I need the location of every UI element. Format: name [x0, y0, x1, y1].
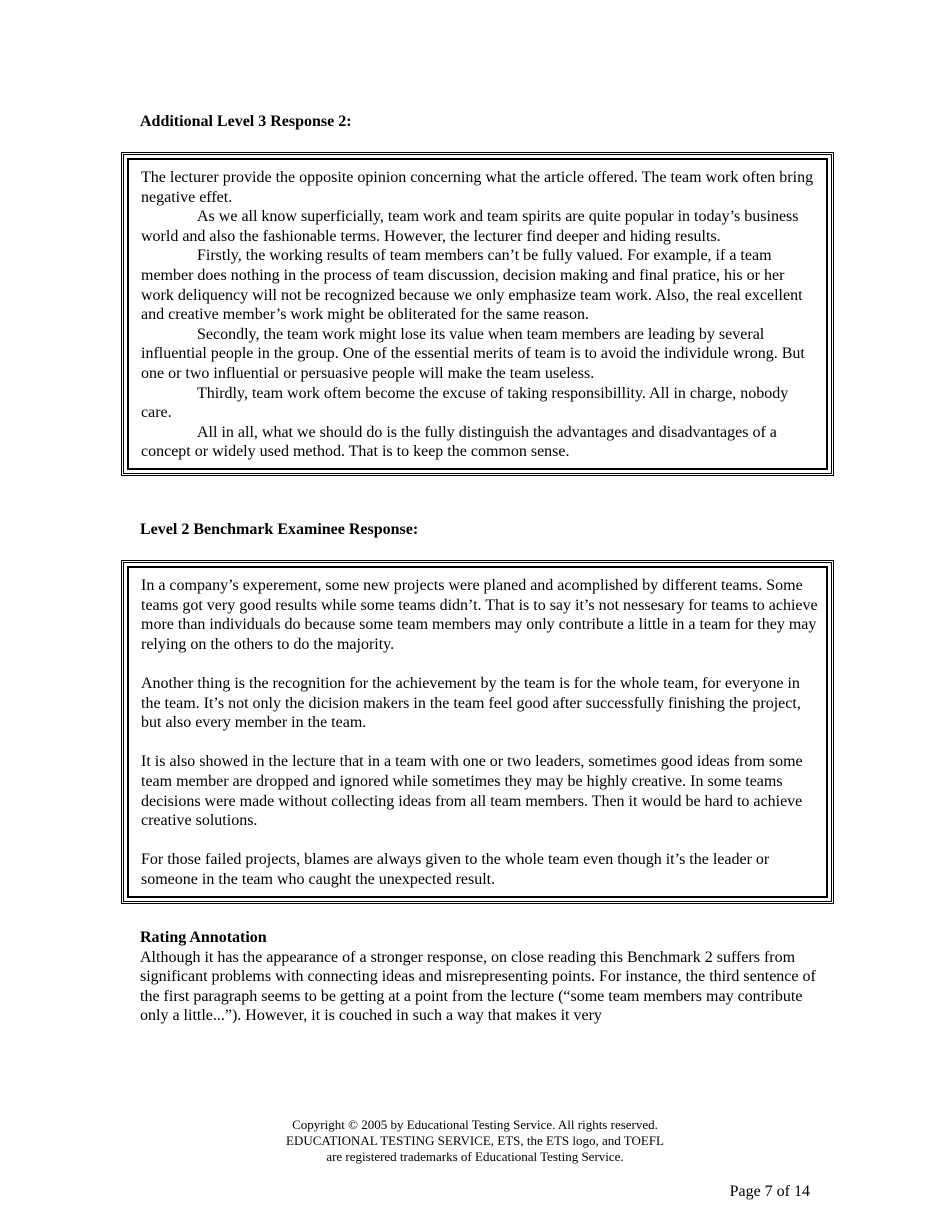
response-paragraph: For those failed projects, blames are always given to the whole team even though it’s the leader or someone in the team who caught the unexpected result. — [141, 851, 770, 888]
rating-text: Although it has the appearance of a stronger response, on close reading this Benchmark 2 suffers from significant problems with connecting ideas and misrepresenting points. For instance, the third sentence of the first paragraph seems to be getting at a point from the lecture (“some team members may contribute only a little...”). However, it is couched in such a way that makes it very — [140, 948, 816, 1025]
response-paragraph: Secondly, the team work might lose its value when team members are leading by several influential people in the group. One of the essential merits of team is to avoid the individule wrong. But one or two influential or persuasive people will make the team useless. — [141, 325, 805, 382]
response-box-level3 — [121, 152, 834, 476]
rating-title: Rating Annotation — [140, 929, 267, 946]
response-paragraph: Thirdly, team work oftem become the excuse of taking responsibillity. All in charge, nobody care. — [141, 384, 789, 422]
footer-line: Copyright © 2005 by Educational Testing Service. All rights reserved. — [292, 1117, 658, 1132]
response-paragraph: In a company’s experement, some new projects were planed and acomplished by different teams. Some teams got very good results while some teams didn’t. That is to say it’s not nessesary for teams to achieve more than individuals do because some team members may only contribute a little in a team for they may relying on the others to do the majority. — [141, 577, 818, 653]
response-paragraph: The lecturer provide the opposite opinion concerning what the article offered. The team work often bring negative effet. — [141, 169, 814, 206]
response-text-level3 — [127, 158, 828, 470]
page-number: Page 7 of 14 — [729, 1183, 810, 1200]
response-box-level2 — [121, 560, 834, 904]
section2-heading: Level 2 Benchmark Examinee Response: — [140, 521, 419, 538]
response-text-level2 — [127, 566, 828, 898]
response-paragraph: It is also showed in the lecture that in a team with one or two leaders, sometimes good ideas from some team member are dropped and ignored while sometimes they may be highly creative. In some teams decisions were made without collecting ideas from all team members. Then it would be hard to achieve creative solutions. — [141, 753, 803, 830]
footer-line: EDUCATIONAL TESTING SERVICE, ETS, the ETS logo, and TOEFL — [286, 1133, 664, 1148]
response-paragraph: As we all know superficially, team work and team spirits are quite popular in today’s business world and also the fashionable terms. However, the lecturer find deeper and hiding results. — [141, 208, 799, 245]
rating-annotation — [140, 928, 820, 1026]
response-paragraph: Firstly, the working results of team members can’t be fully valued. For example, if a team member does nothing in the process of team discussion, decision making and final pratice, his or her work deliquency will not be recognized because we only emphasize team work. Also, the real excellent and creative member’s work might be obliterated for the same reason. — [141, 247, 803, 324]
response-paragraph: All in all, what we should do is the fully distinguish the advantages and disadvantages of a concept or widely used method. That is to keep the common sense. — [141, 423, 777, 461]
response-paragraph: Another thing is the recognition for the achievement by the team is for the whole team, for everyone in the team. It’s not only the dicision makers in the team feel good after successfully finishing the project, but also every member in the team. — [141, 674, 801, 732]
copyright-footer — [0, 1117, 950, 1165]
footer-line: are registered trademarks of Educational Testing Service. — [326, 1149, 624, 1164]
section1-heading: Additional Level 3 Response 2: — [140, 113, 352, 130]
